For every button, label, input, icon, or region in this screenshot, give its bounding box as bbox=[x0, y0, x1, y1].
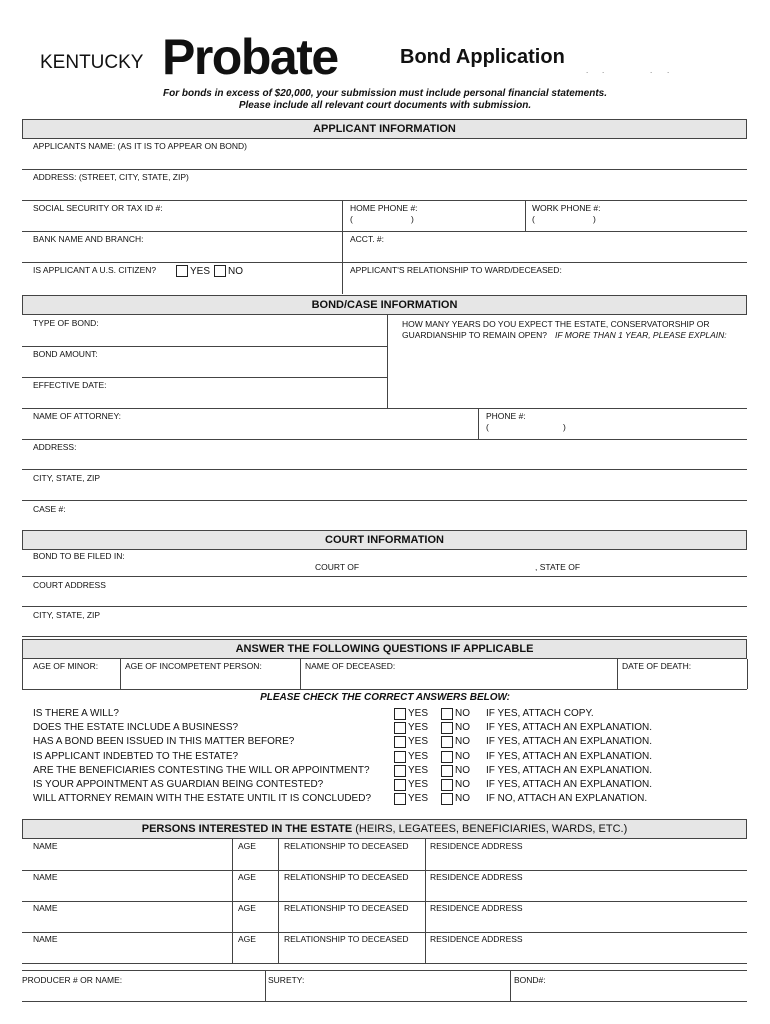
person-residence-field[interactable]: RESIDENCE ADDRESS bbox=[430, 872, 523, 882]
question-no-label: NO bbox=[455, 779, 470, 790]
question-yes-label: YES bbox=[408, 736, 429, 748]
citizen-no-checkbox[interactable] bbox=[214, 265, 226, 277]
question-no-label: NO bbox=[455, 708, 470, 719]
divider bbox=[22, 1001, 747, 1002]
person-name-field[interactable]: NAME bbox=[33, 934, 58, 944]
acct-field[interactable]: ACCT. #: bbox=[350, 234, 385, 244]
court-address-field[interactable]: COURT ADDRESS bbox=[33, 580, 106, 590]
question-no-checkbox[interactable] bbox=[441, 722, 453, 734]
documents-note: Please include all relevant court documents with submission. bbox=[238, 100, 532, 111]
filed-in-label: BOND TO BE FILED IN: bbox=[33, 551, 125, 561]
financial-note: For bonds in excess of $20,000, your submission must include personal financial statements. bbox=[162, 88, 608, 99]
divider bbox=[22, 576, 747, 577]
section-court: COURT INFORMATION bbox=[22, 530, 747, 550]
person-residence-field[interactable]: RESIDENCE ADDRESS bbox=[430, 934, 523, 944]
question-yes-label: YES bbox=[408, 793, 429, 805]
paren-open: ( bbox=[350, 214, 353, 224]
divider bbox=[22, 346, 387, 347]
divider bbox=[478, 408, 479, 439]
question-yes-label: YES bbox=[408, 764, 429, 776]
check-heading: PLEASE CHECK THE CORRECT ANSWERS BELOW: bbox=[260, 692, 510, 703]
age-incompetent-field[interactable]: AGE OF INCOMPETENT PERSON: bbox=[125, 661, 262, 671]
divider bbox=[425, 870, 426, 901]
divider bbox=[22, 963, 747, 964]
person-residence-field[interactable]: RESIDENCE ADDRESS bbox=[430, 903, 523, 913]
question-text: IS YOUR APPOINTMENT AS GUARDIAN BEING CONTESTED? bbox=[33, 779, 324, 790]
name-deceased-field[interactable]: NAME OF DECEASED: bbox=[305, 661, 396, 671]
question-instruction: IF YES, ATTACH AN EXPLANATION. bbox=[486, 736, 652, 748]
section-bond-case: BOND/CASE INFORMATION bbox=[22, 295, 747, 315]
divider bbox=[278, 839, 279, 870]
divider bbox=[525, 200, 526, 231]
divider bbox=[22, 659, 23, 689]
decor-dot: . bbox=[650, 66, 653, 75]
divider bbox=[300, 659, 301, 689]
question-yes-checkbox[interactable] bbox=[394, 751, 406, 763]
applicant-address-field[interactable]: ADDRESS: (STREET, CITY, STATE, ZIP) bbox=[33, 172, 189, 182]
divider bbox=[22, 970, 747, 971]
citizen-yes-label: YES bbox=[190, 266, 211, 277]
divider bbox=[22, 606, 747, 607]
divider bbox=[22, 469, 747, 470]
section-persons bbox=[22, 819, 747, 839]
producer-field[interactable]: PRODUCER # OR NAME: bbox=[22, 975, 123, 985]
question-instruction: IF YES, ATTACH COPY. bbox=[486, 708, 594, 719]
question-yes-label: YES bbox=[408, 722, 429, 734]
question-yes-label: YES bbox=[408, 779, 429, 790]
home-phone-field[interactable]: HOME PHONE #: bbox=[350, 203, 418, 213]
question-no-label: NO bbox=[455, 750, 470, 762]
divider bbox=[22, 377, 387, 378]
attorney-phone-field[interactable]: PHONE #: bbox=[486, 411, 526, 421]
person-residence-field[interactable]: RESIDENCE ADDRESS bbox=[430, 841, 523, 851]
question-yes-checkbox[interactable] bbox=[394, 722, 406, 734]
divider bbox=[232, 901, 233, 932]
divider bbox=[425, 839, 426, 870]
state-label: KENTUCKY bbox=[40, 52, 144, 73]
question-instruction: IF YES, ATTACH AN EXPLANATION. bbox=[486, 750, 652, 762]
bank-field[interactable]: BANK NAME AND BRANCH: bbox=[33, 234, 144, 244]
divider bbox=[278, 901, 279, 932]
paren-open: ( bbox=[486, 422, 489, 432]
divider bbox=[22, 901, 747, 902]
decor-dot: . bbox=[602, 66, 605, 75]
form-subtitle: Bond Application bbox=[400, 46, 565, 68]
question-instruction: IF NO, ATTACH AN EXPLANATION. bbox=[486, 793, 648, 805]
section-applicant: APPLICANT INFORMATION bbox=[22, 119, 747, 139]
question-text: DOES THE ESTATE INCLUDE A BUSINESS? bbox=[33, 722, 239, 734]
divider bbox=[22, 689, 747, 690]
question-no-label: NO bbox=[455, 722, 470, 734]
person-relationship-field[interactable]: RELATIONSHIP TO DECEASED bbox=[284, 841, 409, 851]
question-yes-checkbox[interactable] bbox=[394, 708, 406, 720]
citizen-question: IS APPLICANT A U.S. CITIZEN? bbox=[33, 265, 157, 275]
question-yes-label: YES bbox=[408, 708, 429, 719]
divider bbox=[22, 169, 747, 170]
question-text: HAS A BOND BEEN ISSUED IN THIS MATTER BEFORE? bbox=[33, 736, 295, 748]
divider bbox=[22, 200, 747, 201]
divider bbox=[22, 262, 747, 263]
divider bbox=[22, 870, 747, 871]
court-city-field[interactable]: CITY, STATE, ZIP bbox=[33, 610, 101, 620]
question-text: IS THERE A WILL? bbox=[33, 708, 119, 719]
bond-amount-field[interactable]: BOND AMOUNT: bbox=[33, 349, 98, 359]
years-question-line1: HOW MANY YEARS DO YOU EXPECT THE ESTATE, CONSERVATORSHIP OR bbox=[402, 319, 710, 329]
divider bbox=[387, 315, 388, 408]
years-question-line2: GUARDIANSHIP TO REMAIN OPEN? bbox=[402, 330, 548, 340]
question-yes-checkbox[interactable] bbox=[394, 793, 406, 805]
divider bbox=[425, 901, 426, 932]
question-instruction: IF YES, ATTACH AN EXPLANATION. bbox=[486, 764, 652, 776]
court-of-field[interactable]: COURT OF bbox=[315, 562, 360, 572]
divider bbox=[22, 231, 747, 232]
attorney-city-field[interactable]: CITY, STATE, ZIP bbox=[33, 473, 101, 483]
age-minor-field[interactable]: AGE OF MINOR: bbox=[33, 661, 99, 671]
effective-date-field[interactable]: EFFECTIVE DATE: bbox=[33, 380, 107, 390]
bond-number-field[interactable]: BOND#: bbox=[514, 975, 546, 985]
person-age-field[interactable]: AGE bbox=[238, 934, 256, 944]
divider bbox=[22, 408, 747, 409]
question-no-checkbox[interactable] bbox=[441, 708, 453, 720]
paren-close: ) bbox=[593, 214, 596, 224]
person-name-field[interactable]: NAME bbox=[33, 841, 58, 851]
divider bbox=[232, 839, 233, 870]
divider bbox=[265, 970, 266, 1002]
divider bbox=[22, 500, 747, 501]
question-no-checkbox[interactable] bbox=[441, 765, 453, 777]
paren-close: ) bbox=[411, 214, 414, 224]
paren-close: ) bbox=[563, 422, 566, 432]
divider bbox=[232, 870, 233, 901]
citizen-yes-checkbox[interactable] bbox=[176, 265, 188, 277]
applicant-name-field[interactable]: APPLICANTS NAME: (AS IT IS TO APPEAR ON BOND) bbox=[33, 141, 247, 151]
question-text: ARE THE BENEFICIARIES CONTESTING THE WILL OR APPOINTMENT? bbox=[33, 764, 370, 776]
person-age-field[interactable]: AGE bbox=[238, 872, 256, 882]
divider bbox=[22, 932, 747, 933]
section-questions: ANSWER THE FOLLOWING QUESTIONS IF APPLICABLE bbox=[22, 639, 747, 659]
citizen-no-label: NO bbox=[228, 266, 243, 277]
divider bbox=[278, 932, 279, 963]
person-age-field[interactable]: AGE bbox=[238, 841, 256, 851]
divider bbox=[22, 439, 747, 440]
divider bbox=[747, 659, 748, 689]
question-yes-label: YES bbox=[408, 750, 429, 762]
question-text: IS APPLICANT INDEBTED TO THE ESTATE? bbox=[33, 750, 239, 762]
question-no-label: NO bbox=[455, 793, 470, 805]
question-yes-checkbox[interactable] bbox=[394, 779, 406, 791]
surety-field[interactable]: SURETY: bbox=[268, 975, 305, 985]
case-number-field[interactable]: CASE #: bbox=[33, 504, 66, 514]
relationship-field[interactable]: APPLICANT'S RELATIONSHIP TO WARD/DECEASED: bbox=[350, 265, 562, 275]
divider bbox=[278, 870, 279, 901]
question-no-checkbox[interactable] bbox=[441, 793, 453, 805]
question-text: WILL ATTORNEY REMAIN WITH THE ESTATE UNTIL IT IS CONCLUDED? bbox=[33, 793, 372, 805]
attorney-name-field[interactable]: NAME OF ATTORNEY: bbox=[33, 411, 122, 421]
form-title: Probate bbox=[162, 29, 338, 85]
question-no-label: NO bbox=[455, 764, 470, 776]
ssn-field[interactable]: SOCIAL SECURITY OR TAX ID #: bbox=[33, 203, 163, 213]
divider bbox=[425, 932, 426, 963]
question-yes-checkbox[interactable] bbox=[394, 736, 406, 748]
date-death-field[interactable]: DATE OF DEATH: bbox=[622, 661, 692, 671]
divider bbox=[22, 636, 747, 637]
attorney-address-field[interactable]: ADDRESS: bbox=[33, 442, 77, 452]
persons-heading-bold: PERSONS INTERESTED IN THE ESTATE bbox=[141, 823, 353, 835]
divider bbox=[120, 659, 121, 689]
question-instruction: IF YES, ATTACH AN EXPLANATION. bbox=[486, 779, 652, 790]
persons-heading-light: (HEIRS, LEGATEES, BENEFICIARIES, WARDS, ETC.) bbox=[352, 823, 628, 835]
question-no-checkbox[interactable] bbox=[441, 751, 453, 763]
divider bbox=[342, 262, 343, 294]
question-yes-checkbox[interactable] bbox=[394, 765, 406, 777]
paren-open: ( bbox=[532, 214, 535, 224]
person-relationship-field[interactable]: RELATIONSHIP TO DECEASED bbox=[284, 934, 409, 944]
bond-type-field[interactable]: TYPE OF BOND: bbox=[33, 318, 99, 328]
question-no-label: NO bbox=[455, 736, 470, 748]
question-instruction: IF YES, ATTACH AN EXPLANATION. bbox=[486, 722, 652, 734]
state-of-field[interactable]: , STATE OF bbox=[535, 562, 581, 572]
person-age-field[interactable]: AGE bbox=[238, 903, 256, 913]
question-no-checkbox[interactable] bbox=[441, 736, 453, 748]
work-phone-field[interactable]: WORK PHONE #: bbox=[532, 203, 601, 213]
divider bbox=[510, 970, 511, 1002]
person-name-field[interactable]: NAME bbox=[33, 872, 58, 882]
years-question-line3: IF MORE THAN 1 YEAR, PLEASE EXPLAIN: bbox=[555, 330, 727, 340]
person-name-field[interactable]: NAME bbox=[33, 903, 58, 913]
person-relationship-field[interactable]: RELATIONSHIP TO DECEASED bbox=[284, 872, 409, 882]
divider bbox=[232, 932, 233, 963]
question-no-checkbox[interactable] bbox=[441, 779, 453, 791]
divider bbox=[617, 659, 618, 689]
decor-dot: . bbox=[667, 66, 670, 75]
person-relationship-field[interactable]: RELATIONSHIP TO DECEASED bbox=[284, 903, 409, 913]
decor-dot: . bbox=[586, 66, 589, 75]
